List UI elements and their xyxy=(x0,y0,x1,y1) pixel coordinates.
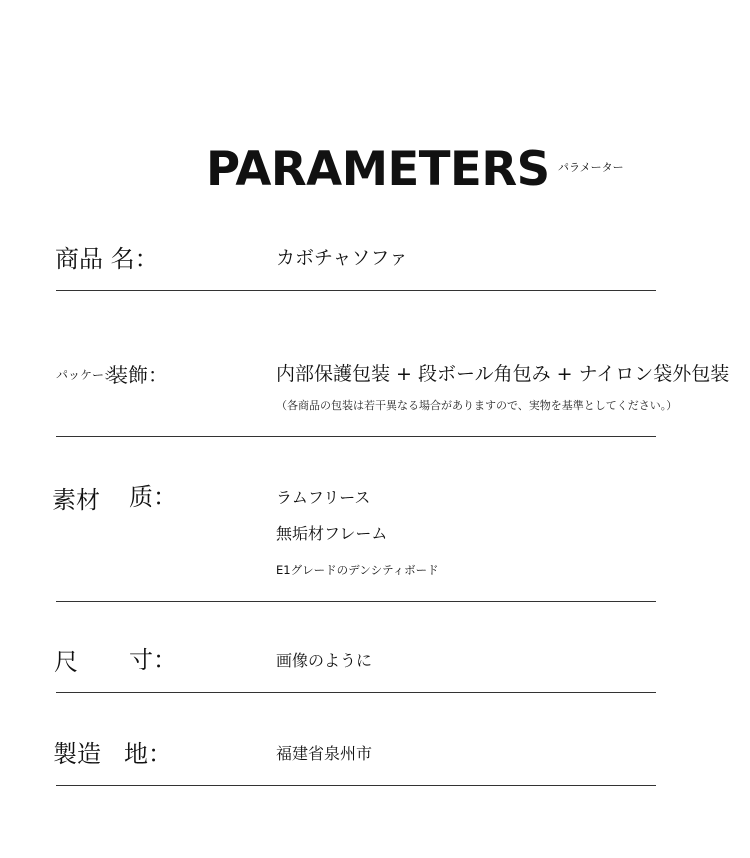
label-material-left: 素材 xyxy=(52,486,100,514)
header xyxy=(206,140,646,200)
value-origin: 福建省泉州市 xyxy=(276,744,373,763)
label-product-name: 商品 名： xyxy=(55,245,159,273)
label-packaging-prefix: パッケージ xyxy=(56,368,116,382)
value-material-3: E1グレードのデンシティボード xyxy=(276,563,439,577)
label-material-right: 质： xyxy=(129,483,177,511)
label-size-left: 尺 xyxy=(54,648,78,676)
divider xyxy=(56,436,656,437)
value-material-2: 無垢材フレーム xyxy=(276,524,388,543)
value-product-name: カボチャソファ xyxy=(276,247,409,269)
value-material-1: ラムフリース xyxy=(276,488,371,507)
page-subtitle: パラメーター xyxy=(558,161,624,174)
label-origin-left: 製造 xyxy=(53,740,101,768)
value-packaging: 内部保護包装 + 段ボール角包み + ナイロン袋外包装 xyxy=(276,363,730,385)
value-size: 画像のように xyxy=(276,651,373,670)
divider xyxy=(56,692,656,693)
divider xyxy=(56,601,656,602)
label-origin-right: 地： xyxy=(124,740,172,768)
divider xyxy=(56,785,656,786)
label-size-right: 寸： xyxy=(129,646,177,674)
packaging-note: （各商品の包装は若干異なる場合がありますので、実物を基準としてください。） xyxy=(276,399,678,412)
divider xyxy=(56,290,656,291)
label-packaging: 装飾： xyxy=(108,363,168,387)
page-title: PARAMETERS xyxy=(206,142,550,197)
